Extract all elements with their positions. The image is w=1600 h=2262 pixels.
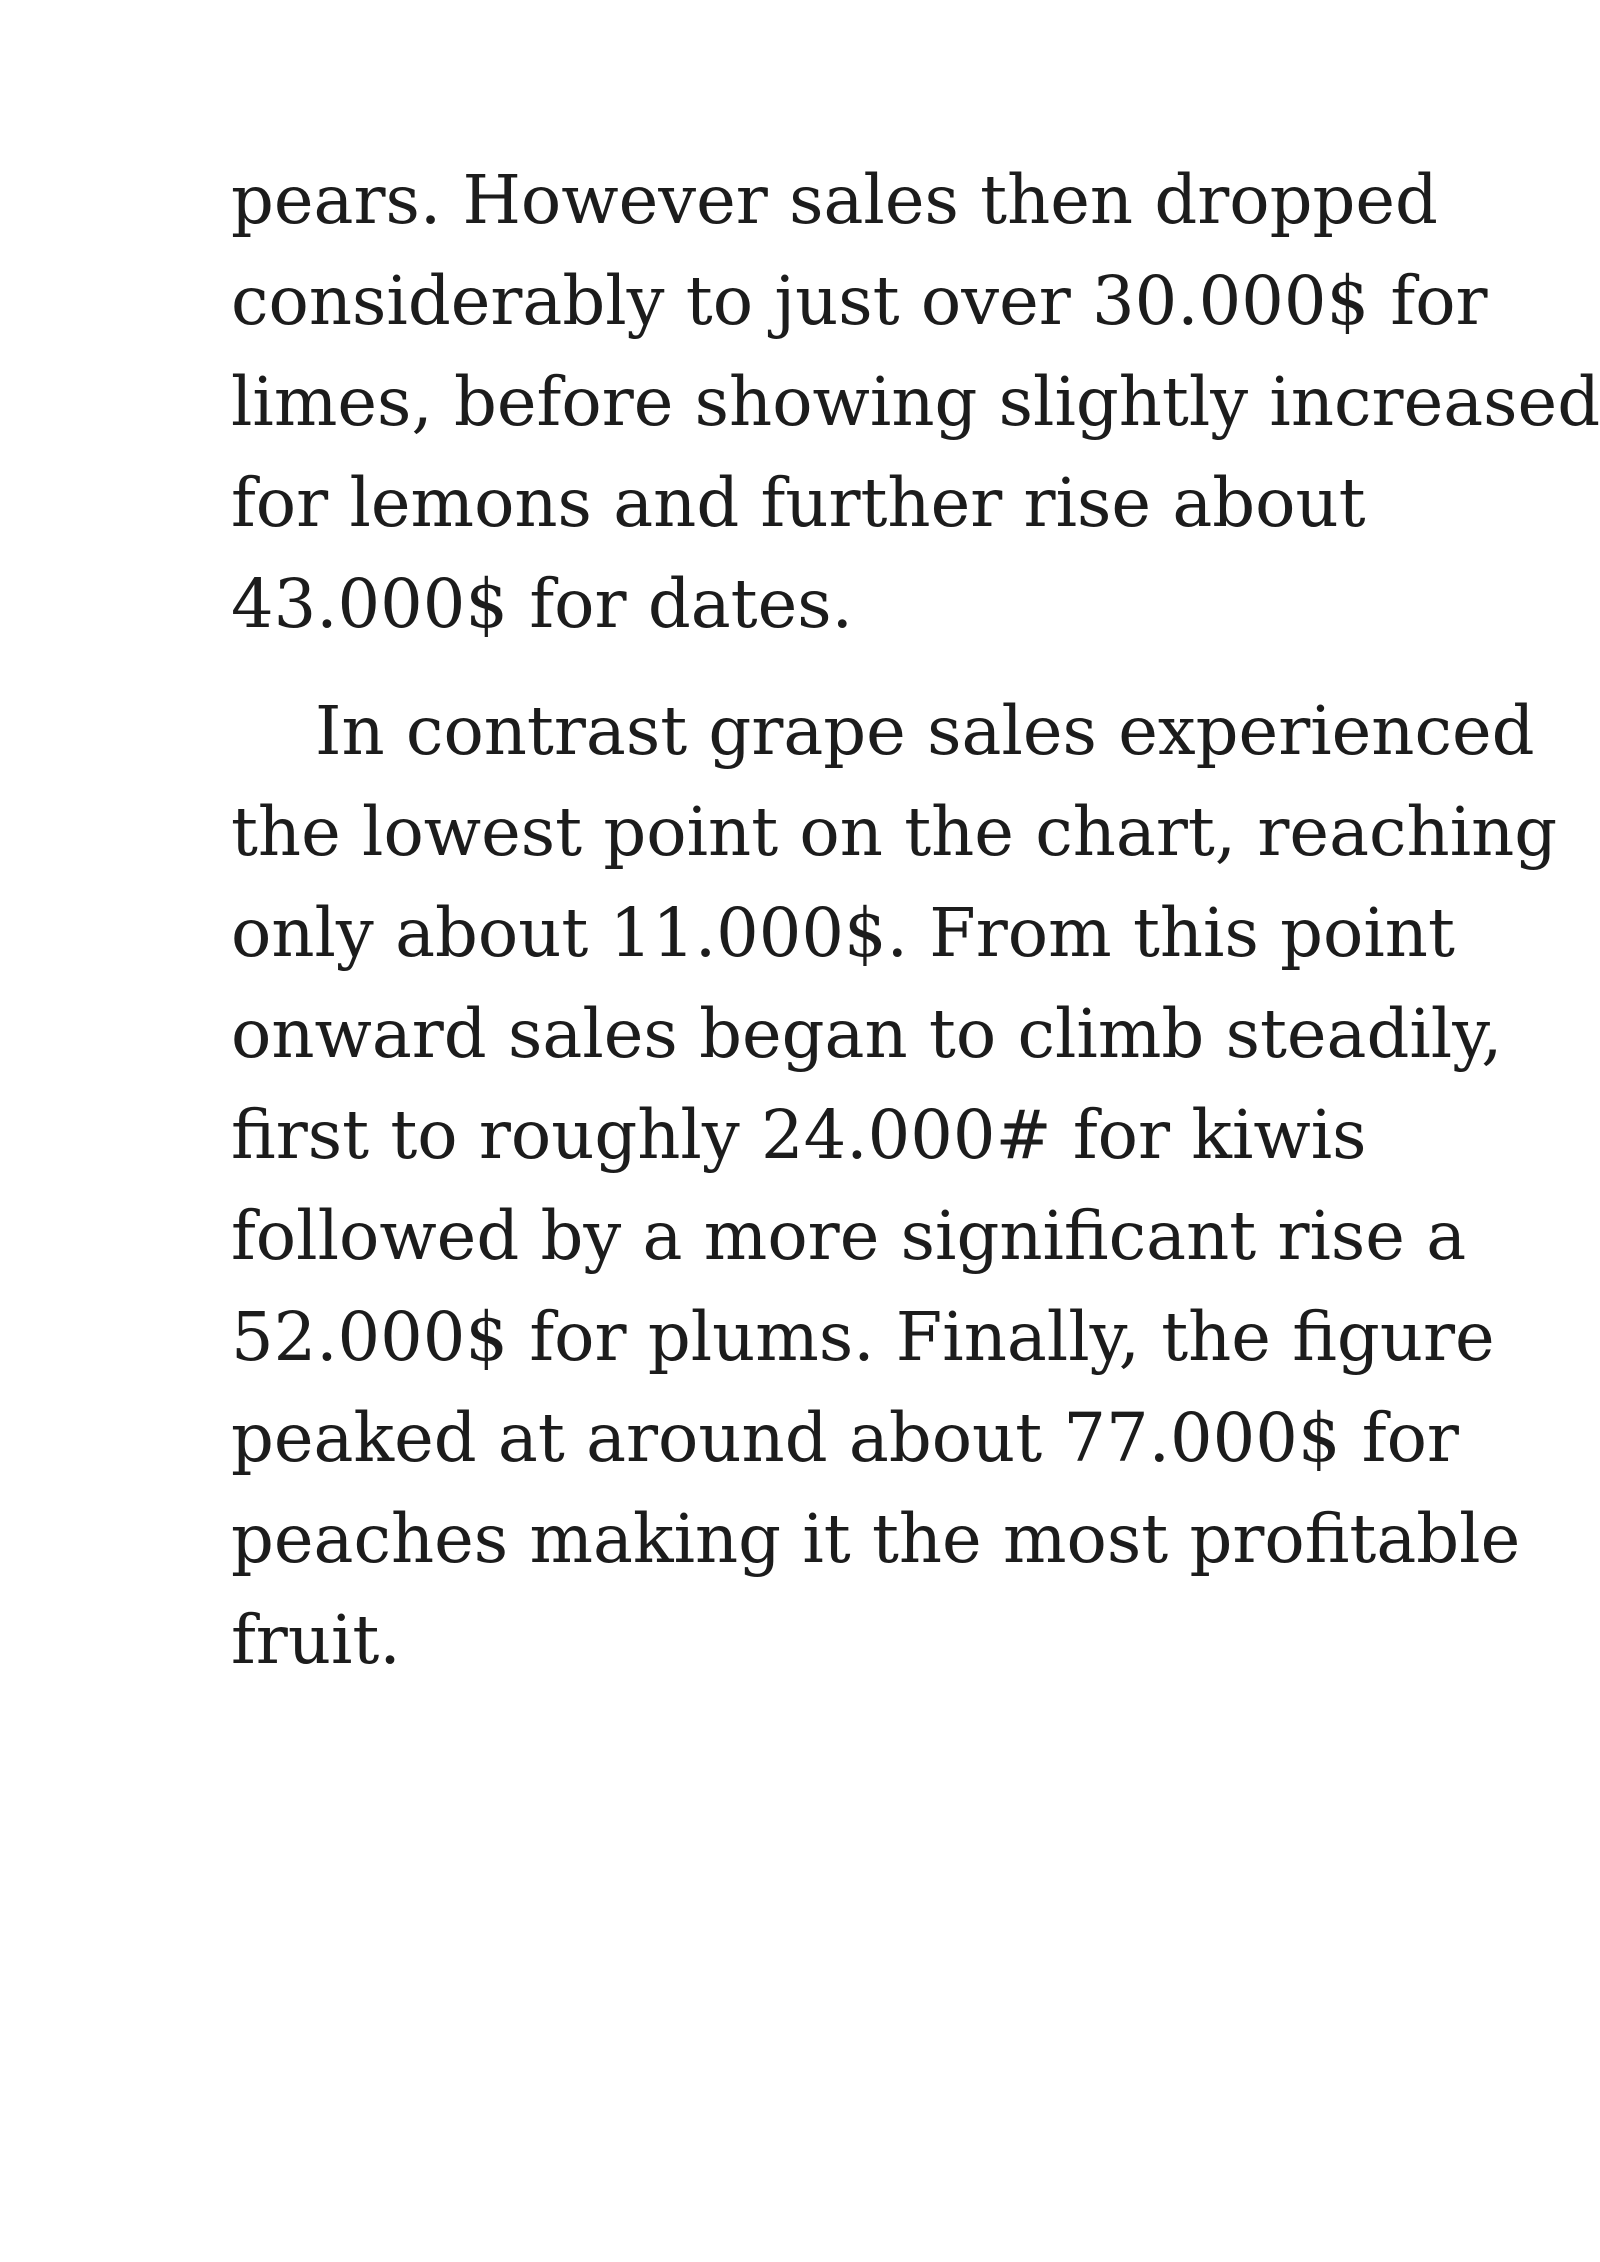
text-line: 43.000$ for dates. <box>231 565 853 643</box>
text-line: only about 11.000$. From this point <box>231 894 1455 972</box>
text-line: fruit. <box>231 1601 401 1679</box>
text-line: peaked at around about 77.000$ for <box>231 1399 1459 1477</box>
text-line: followed by a more significant rise a <box>231 1197 1467 1275</box>
paragraph-2 <box>231 681 1558 1691</box>
text-line: the lowest point on the chart, reaching <box>231 793 1558 871</box>
text-line: In contrast grape sales experienced <box>315 692 1535 770</box>
text-line: considerably to just over 30.000$ for <box>231 262 1488 340</box>
text-line: pears. However sales then dropped <box>231 161 1438 239</box>
text-line: for lemons and further rise about <box>231 464 1366 542</box>
paragraph-spacer <box>231 655 1511 681</box>
text-line: limes, before showing slightly increased <box>231 363 1600 441</box>
text-line: 52.000$ for plums. Finally, the figure <box>231 1298 1495 1376</box>
text-line: first to roughly 24.000# for kiwis <box>231 1096 1367 1174</box>
text-line: peaches making it the most profitable <box>231 1500 1521 1578</box>
text-line: onward sales began to climb steadily, <box>231 995 1503 1073</box>
document-body <box>231 150 1600 1691</box>
paragraph-1 <box>231 150 1600 655</box>
